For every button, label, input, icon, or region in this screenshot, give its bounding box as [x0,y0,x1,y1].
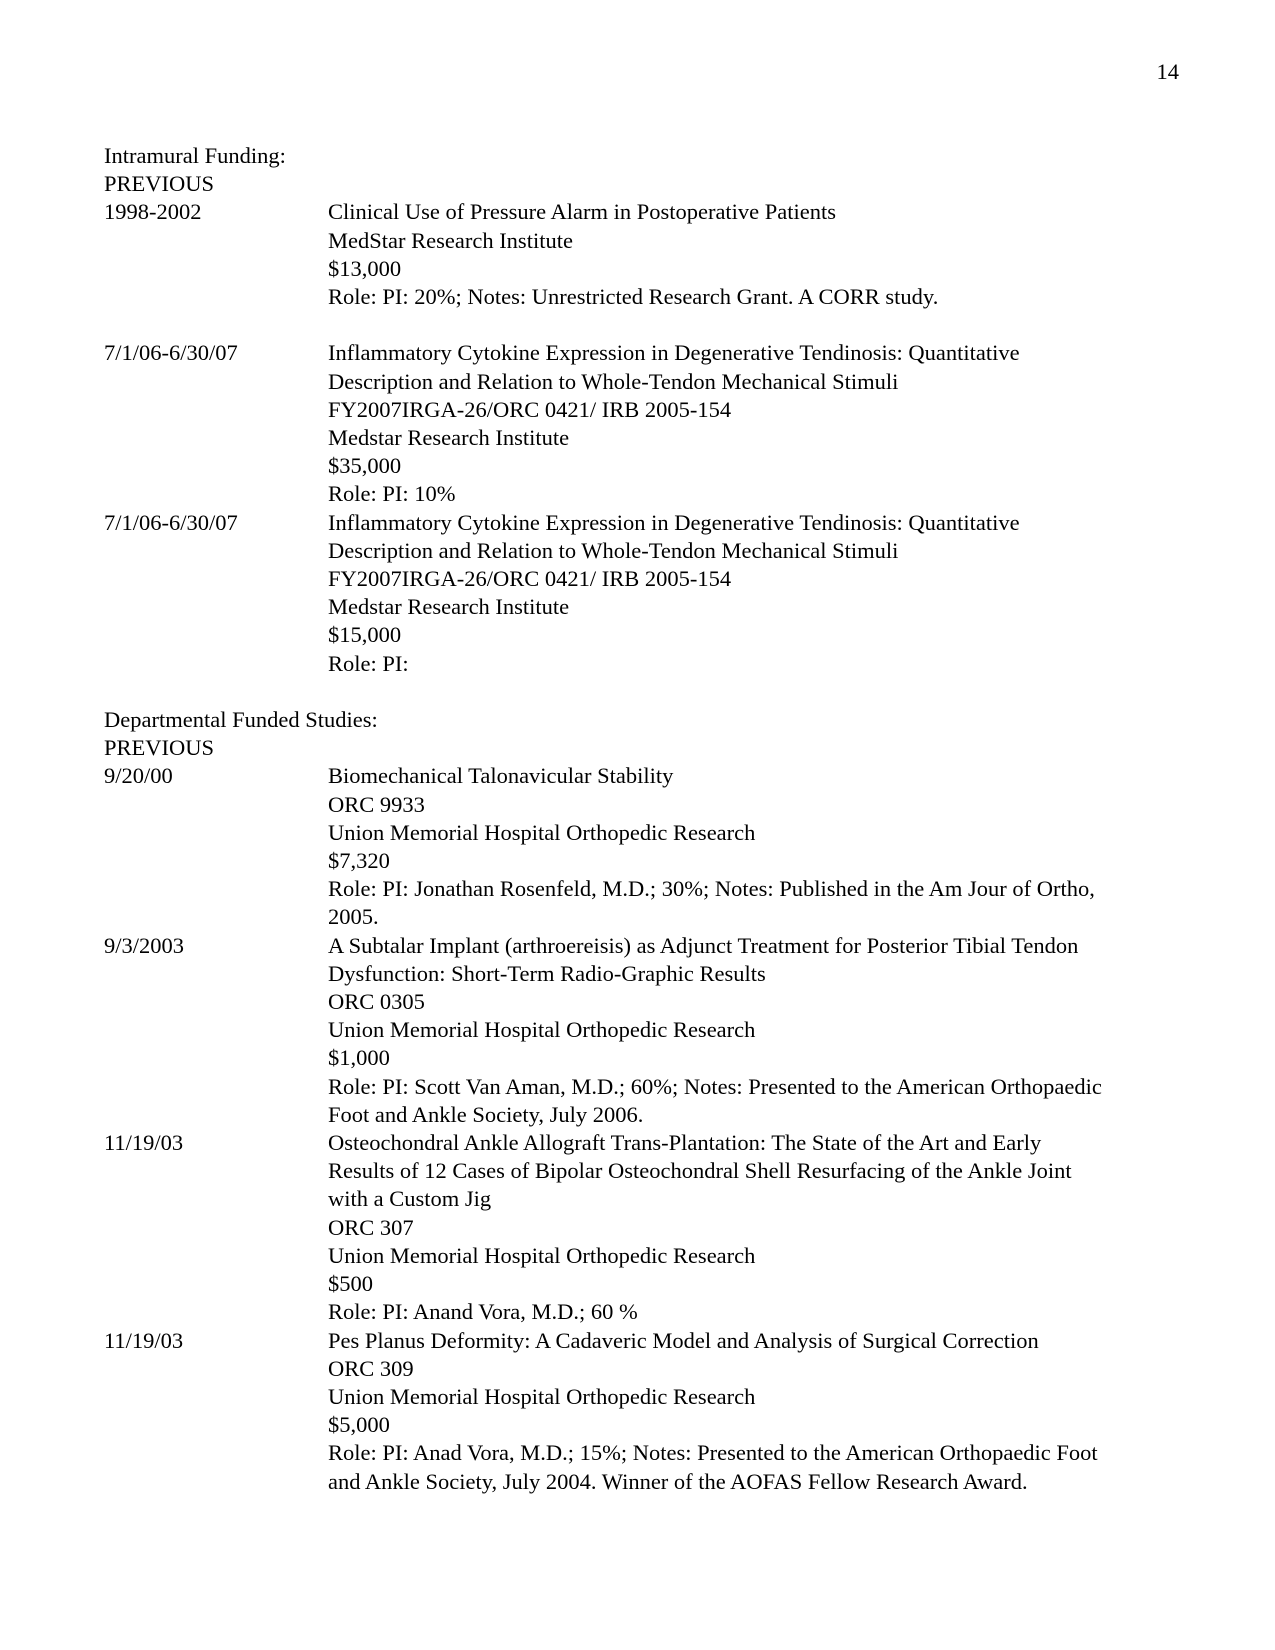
entry-details [328,1129,1194,1326]
entry-role-continued: and Ankle Society, July 2004. Winner of the AOFAS Fellow Research Award. [328,1468,1028,1494]
entry-sponsor: Union Memorial Hospital Orthopedic Research [328,1017,756,1043]
entry-grant-number: ORC 0305 [328,989,425,1015]
spacer [104,678,1194,706]
entry-title: Osteochondral Ankle Allograft Trans-Plantation: The State of the Art and Early [328,1130,1042,1156]
entry-details [328,1327,1194,1496]
entry-grant-number: ORC 9933 [328,791,425,817]
entry-sponsor: Union Memorial Hospital Orthopedic Research [328,1383,756,1409]
entry-title: Biomechanical Talonavicular Stability [328,763,674,789]
funding-entry [104,1129,1194,1326]
entry-role: Role: PI: 10% [328,481,456,507]
entry-grant-number: FY2007IRGA-26/ORC 0421/ IRB 2005-154 [328,396,732,422]
funding-entry [104,339,1194,508]
entry-role: Role: PI: Anand Vora, M.D.; 60 % [328,1299,638,1325]
entry-title-continued: Dysfunction: Short-Term Radio-Graphic Results [328,960,766,986]
entry-amount: $5,000 [328,1412,390,1438]
section-subheading: PREVIOUS [104,171,215,197]
entry-grant-number: ORC 307 [328,1214,414,1240]
entry-title-continued: Description and Relation to Whole-Tendon Mechanical Stimuli [328,537,899,563]
section-subheading: PREVIOUS [104,735,215,761]
entry-grant-number: ORC 309 [328,1355,414,1381]
entry-amount: $35,000 [328,453,402,479]
entry-amount: $13,000 [328,255,402,281]
entry-title: Inflammatory Cytokine Expression in Degenerative Tendinosis: Quantitative [328,340,1020,366]
funding-entry [104,198,1194,311]
entry-title: Pes Planus Deformity: A Cadaveric Model and Analysis of Surgical Correction [328,1327,1039,1353]
entry-sponsor: Medstar Research Institute [328,594,570,620]
entry-date: 1998-2002 [104,199,202,225]
entry-sponsor: Medstar Research Institute [328,425,570,451]
entry-details [328,339,1194,508]
entry-date: 7/1/06-6/30/07 [104,509,238,535]
funding-entry [104,932,1194,1129]
section-title: Departmental Funded Studies: [104,707,378,733]
entry-date: 11/19/03 [104,1130,184,1156]
entry-amount: $15,000 [328,622,402,648]
entry-role: Role: PI: 20%; Notes: Unrestricted Research Grant. A CORR study. [328,284,939,310]
section-title: Intramural Funding: [104,143,286,168]
entry-sponsor: MedStar Research Institute [328,227,573,253]
entry-role: Role: PI: [328,650,409,676]
entry-date: 7/1/06-6/30/07 [104,340,238,366]
entry-role: Role: PI: Jonathan Rosenfeld, M.D.; 30%; Notes: Published in the Am Jour of Ortho, [328,876,1095,902]
entry-title: Inflammatory Cytokine Expression in Degenerative Tendinosis: Quantitative [328,509,1020,535]
funding-entry [104,509,1194,678]
entry-grant-number: FY2007IRGA-26/ORC 0421/ IRB 2005-154 [328,566,732,592]
entry-role-continued: 2005. [328,904,379,930]
entry-amount: $1,000 [328,1045,390,1071]
document-content [104,142,1194,1496]
entry-details [328,762,1194,931]
entry-role-continued: Foot and Ankle Society, July 2006. [328,1101,644,1127]
entry-role: Role: PI: Anad Vora, M.D.; 15%; Notes: Presented to the American Orthopaedic Foot [328,1440,1098,1466]
entry-title-continued: Results of 12 Cases of Bipolar Osteochondral Shell Resurfacing of the Ankle Joint [328,1158,1072,1184]
entry-amount: $7,320 [328,848,390,874]
entry-amount: $500 [328,1271,373,1297]
entry-details [328,932,1194,1129]
section-intramural-funding [104,142,1194,678]
entry-date: 9/3/2003 [104,932,185,958]
entry-details [328,198,1194,311]
section-departmental-funded-studies [104,706,1194,1496]
entry-title-continued: Description and Relation to Whole-Tendon Mechanical Stimuli [328,368,899,394]
entry-date: 11/19/03 [104,1327,184,1353]
entry-details [328,509,1194,678]
entry-date: 9/20/00 [104,763,173,789]
funding-entry [104,762,1194,931]
entry-role: Role: PI: Scott Van Aman, M.D.; 60%; Notes: Presented to the American Orthopaedic [328,1073,1102,1099]
funding-entry [104,1327,1194,1496]
entry-title: A Subtalar Implant (arthroereisis) as Adjunct Treatment for Posterior Tibial Tendon [328,932,1079,958]
spacer [104,311,1194,339]
entry-sponsor: Union Memorial Hospital Orthopedic Research [328,1242,756,1268]
entry-title: Clinical Use of Pressure Alarm in Postoperative Patients [328,199,837,225]
entry-sponsor: Union Memorial Hospital Orthopedic Research [328,819,756,845]
entry-title-continued: with a Custom Jig [328,1186,492,1212]
page-number: 14 [1156,59,1179,84]
